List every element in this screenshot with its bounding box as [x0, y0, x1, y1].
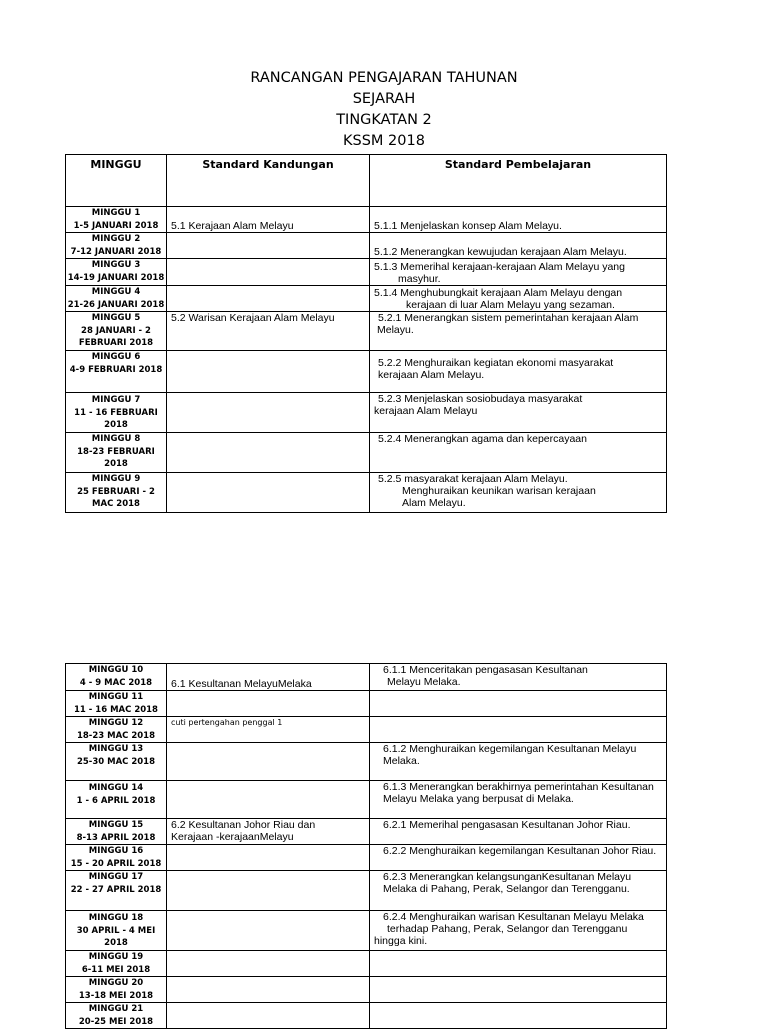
week-cell [66, 977, 167, 1003]
week-number: MINGGU 18 [88, 913, 144, 923]
table-row [66, 951, 667, 977]
document-title [0, 68, 768, 152]
standard-pembelajaran-cell [370, 691, 667, 717]
week-cell [66, 393, 167, 433]
week-dates: 30 APRIL - 4 MEI [76, 925, 156, 936]
standard-pembelajaran-text: 6.1.3 Menerangkan berakhirnya pemerintahan Kesultanan [383, 781, 654, 793]
standard-pembelajaran-text-cont: kerajaan di luar Alam Melayu yang sezaman. [406, 299, 615, 311]
week-dates: 1 - 6 APRIL 2018 [76, 795, 156, 806]
week-number: MINGGU 11 [88, 692, 144, 702]
week-number: MINGGU 7 [91, 395, 141, 405]
week-dates-cont: 2018 [104, 459, 128, 469]
standard-kandungan-text: 5.2 Warisan Kerajaan Alam Melayu [171, 312, 335, 324]
week-cell [66, 717, 167, 743]
standard-pembelajaran-text: 6.2.4 Menghuraikan warisan Kesultanan Melayu Melaka [383, 911, 644, 923]
week-dates-cont: 2018 [104, 938, 128, 948]
week-dates-cont: FEBRUARI 2018 [78, 338, 154, 348]
standard-kandungan-cell [167, 473, 370, 513]
week-number: MINGGU 13 [88, 744, 144, 754]
table-row [66, 743, 667, 781]
standard-pembelajaran-cell [370, 781, 667, 819]
standard-pembelajaran-cell [370, 977, 667, 1003]
week-number: MINGGU 17 [88, 872, 144, 882]
standard-pembelajaran-text-cont: Melayu Melaka yang berpusat di Melaka. [383, 793, 574, 805]
week-dates: 15 - 20 APRIL 2018 [70, 858, 162, 869]
week-number: MINGGU 14 [88, 783, 144, 793]
table-row [66, 351, 667, 393]
standard-pembelajaran-cell [370, 393, 667, 433]
table-row [66, 259, 667, 286]
standard-pembelajaran-text: 5.1.4 Menghubungkait kerajaan Alam Melayu dengan [374, 287, 623, 299]
week-dates: 11 - 16 MAC 2018 [74, 704, 158, 715]
standard-kandungan-note: cuti pertengahan penggal 1 [171, 718, 283, 727]
standard-pembelajaran-cell [370, 819, 667, 845]
standard-kandungan-cell [167, 977, 370, 1003]
standard-pembelajaran-cell [370, 259, 667, 286]
standard-pembelajaran-text: 6.2.1 Memerihal pengasasan Kesultanan Johor Riau. [383, 819, 631, 831]
standard-kandungan-cell [167, 393, 370, 433]
standard-kandungan-cell [167, 664, 370, 691]
standard-pembelajaran-cell [370, 951, 667, 977]
standard-pembelajaran-text-cont: terhadap Pahang, Perak, Selangor dan Terengganu [387, 923, 628, 935]
table-row [66, 233, 667, 259]
table-row [66, 977, 667, 1003]
standard-pembelajaran-cell [370, 351, 667, 393]
week-dates-cont: 2018 [104, 420, 128, 430]
standard-kandungan-cell [167, 911, 370, 951]
standard-pembelajaran-cell [370, 473, 667, 513]
standard-pembelajaran-text: 6.1.2 Menghuraikan kegemilangan Kesultanan Melayu [383, 743, 637, 755]
standard-kandungan-cell [167, 743, 370, 781]
standard-pembelajaran-text: 5.1.2 Menerangkan kewujudan kerajaan Alam Melayu. [374, 246, 627, 258]
week-dates: 11 - 16 FEBRUARI [74, 407, 158, 418]
table-row [66, 664, 667, 691]
week-number: MINGGU 19 [88, 952, 144, 962]
standard-kandungan-text: 6.2 Kesultanan Johor Riau dan [171, 819, 316, 831]
week-number: MINGGU 3 [91, 260, 141, 270]
standard-pembelajaran-text: 5.1.3 Memerihal kerajaan-kerajaan Alam Melayu yang [374, 261, 625, 273]
standard-pembelajaran-cell [370, 743, 667, 781]
standard-kandungan-cell [167, 312, 370, 351]
standard-pembelajaran-text-cont: Melayu Melaka. [387, 676, 461, 688]
week-dates: 4-9 FEBRUARI 2018 [69, 364, 163, 375]
standard-pembelajaran-text-cont: Alam Melayu. [402, 497, 466, 509]
standard-pembelajaran-text-cont: Melayu. [377, 324, 414, 336]
standard-pembelajaran-cell [370, 717, 667, 743]
week-number: MINGGU 10 [88, 665, 144, 675]
week-dates: 18-23 MAC 2018 [76, 730, 156, 741]
standard-pembelajaran-cell [370, 1003, 667, 1029]
standard-pembelajaran-text-cont: hingga kini. [374, 935, 428, 947]
standard-pembelajaran-cell [370, 286, 667, 312]
week-dates: 1-5 JANUARI 2018 [73, 220, 159, 231]
table-header-row [66, 155, 667, 207]
table-row [66, 312, 667, 351]
week-dates: 28 JANUARI - 2 [81, 325, 151, 336]
week-cell [66, 743, 167, 781]
standard-pembelajaran-text-cont: masyhur. [398, 273, 441, 285]
standard-pembelajaran-text: 5.2.2 Menghuraikan kegiatan ekonomi masyarakat [378, 357, 614, 369]
standard-pembelajaran-cell [370, 911, 667, 951]
week-number: MINGGU 1 [91, 208, 141, 218]
standard-pembelajaran-cell [370, 845, 667, 871]
table-row [66, 845, 667, 871]
week-cell [66, 951, 167, 977]
standard-pembelajaran-text-cont: Melaka. [383, 755, 420, 767]
standard-kandungan-text-cont: Kerajaan -kerajaanMelayu [171, 831, 294, 843]
header-minggu: MINGGU [66, 155, 167, 207]
standard-pembelajaran-text-cont: kerajaan Alam Melayu. [378, 369, 485, 381]
standard-kandungan-cell [167, 871, 370, 911]
table-row [66, 717, 667, 743]
table-row [66, 393, 667, 433]
week-dates: 8-13 APRIL 2018 [76, 832, 156, 843]
week-number: MINGGU 2 [91, 234, 141, 244]
standard-kandungan-cell [167, 286, 370, 312]
week-dates-cont: MAC 2018 [92, 499, 140, 509]
standard-pembelajaran-cell [370, 207, 667, 233]
week-cell [66, 351, 167, 393]
standard-pembelajaran-cell [370, 312, 667, 351]
standard-kandungan-cell [167, 351, 370, 393]
standard-pembelajaran-cell [370, 233, 667, 259]
header-standard-kandungan: Standard Kandungan [167, 155, 370, 207]
standard-pembelajaran-text: 5.2.1 Menerangkan sistem pemerintahan kerajaan Alam [378, 312, 639, 324]
standard-kandungan-cell [167, 207, 370, 233]
standard-pembelajaran-cell [370, 664, 667, 691]
week-number: MINGGU 4 [91, 287, 141, 297]
standard-pembelajaran-text: 6.1.1 Menceritakan pengasasan Kesultanan [383, 664, 588, 676]
week-number: MINGGU 20 [88, 978, 144, 988]
table-row [66, 781, 667, 819]
week-dates: 4 - 9 MAC 2018 [79, 677, 153, 688]
week-cell [66, 845, 167, 871]
table-row [66, 1003, 667, 1029]
week-dates: 6-11 MEI 2018 [81, 964, 151, 975]
lesson-plan-table-2 [65, 663, 667, 1029]
week-dates: 7-12 JANUARI 2018 [70, 246, 162, 257]
week-number: MINGGU 6 [91, 352, 141, 362]
title-line-4: KSSM 2018 [343, 133, 425, 149]
standard-pembelajaran-text: 5.1.1 Menjelaskan konsep Alam Melayu. [374, 220, 562, 232]
table-row [66, 286, 667, 312]
week-cell [66, 781, 167, 819]
week-dates: 14-19 JANUARI 2018 [67, 272, 165, 283]
standard-kandungan-cell [167, 951, 370, 977]
table-row [66, 691, 667, 717]
week-dates: 13-18 MEI 2018 [78, 990, 154, 1001]
standard-kandungan-cell [167, 781, 370, 819]
standard-kandungan-text: 5.1 Kerajaan Alam Melayu [171, 220, 294, 232]
week-cell [66, 819, 167, 845]
week-number: MINGGU 15 [88, 820, 144, 830]
table-row [66, 871, 667, 911]
week-number: MINGGU 9 [91, 474, 141, 484]
week-dates: 21-26 JANUARI 2018 [67, 299, 165, 310]
header-standard-pembelajaran: Standard Pembelajaran [370, 155, 667, 207]
standard-kandungan-cell [167, 259, 370, 286]
standard-pembelajaran-text: 6.2.3 Menerangkan kelangsunganKesultanan Melayu [383, 871, 632, 883]
week-number: MINGGU 12 [88, 718, 144, 728]
standard-pembelajaran-text-cont: Melaka di Pahang, Perak, Selangor dan Terengganu. [383, 883, 630, 895]
standard-kandungan-cell [167, 845, 370, 871]
standard-pembelajaran-cell [370, 871, 667, 911]
week-dates: 22 - 27 APRIL 2018 [70, 884, 162, 895]
week-cell [66, 312, 167, 351]
table-row [66, 433, 667, 473]
standard-pembelajaran-text-cont: Menghuraikan keunikan warisan kerajaan [402, 485, 596, 497]
week-dates: 18-23 FEBRUARI [77, 446, 155, 457]
week-dates: 25-30 MAC 2018 [76, 756, 156, 767]
standard-pembelajaran-text-cont: kerajaan Alam Melayu [374, 405, 478, 417]
week-cell [66, 691, 167, 717]
standard-pembelajaran-text: 5.2.5 masyarakat kerajaan Alam Melayu. [378, 473, 568, 485]
standard-kandungan-cell [167, 233, 370, 259]
week-cell [66, 911, 167, 951]
lesson-plan-table-1 [65, 154, 667, 513]
week-cell [66, 871, 167, 911]
week-cell [66, 1003, 167, 1029]
week-number: MINGGU 8 [91, 434, 141, 444]
standard-kandungan-cell [167, 433, 370, 473]
standard-kandungan-text: 6.1 Kesultanan MelayuMelaka [171, 678, 312, 690]
week-cell [66, 473, 167, 513]
table-row [66, 911, 667, 951]
standard-pembelajaran-text: 5.2.4 Menerangkan agama dan kepercayaan [378, 433, 587, 445]
standard-kandungan-cell [167, 717, 370, 743]
standard-kandungan-cell [167, 1003, 370, 1029]
week-cell [66, 286, 167, 312]
standard-kandungan-cell [167, 819, 370, 845]
week-cell [66, 433, 167, 473]
title-line-2: SEJARAH [352, 91, 416, 107]
table-row [66, 207, 667, 233]
week-cell [66, 233, 167, 259]
week-dates: 20-25 MEI 2018 [78, 1016, 154, 1027]
week-dates: 25 FEBRUARI - 2 [77, 486, 155, 497]
week-number: MINGGU 16 [88, 846, 144, 856]
table-row [66, 819, 667, 845]
week-number: MINGGU 5 [91, 313, 141, 323]
week-number: MINGGU 21 [88, 1004, 144, 1014]
standard-pembelajaran-text: 5.2.3 Menjelaskan sosiobudaya masyarakat [378, 393, 583, 405]
week-cell [66, 664, 167, 691]
week-cell [66, 207, 167, 233]
title-line-3: TINGKATAN 2 [336, 112, 432, 128]
title-line-1: RANCANGAN PENGAJARAN TAHUNAN [250, 70, 518, 86]
week-cell [66, 259, 167, 286]
standard-pembelajaran-cell [370, 433, 667, 473]
table-row [66, 473, 667, 513]
standard-pembelajaran-text: 6.2.2 Menghuraikan kegemilangan Kesultanan Johor Riau. [383, 845, 657, 857]
standard-kandungan-cell [167, 691, 370, 717]
